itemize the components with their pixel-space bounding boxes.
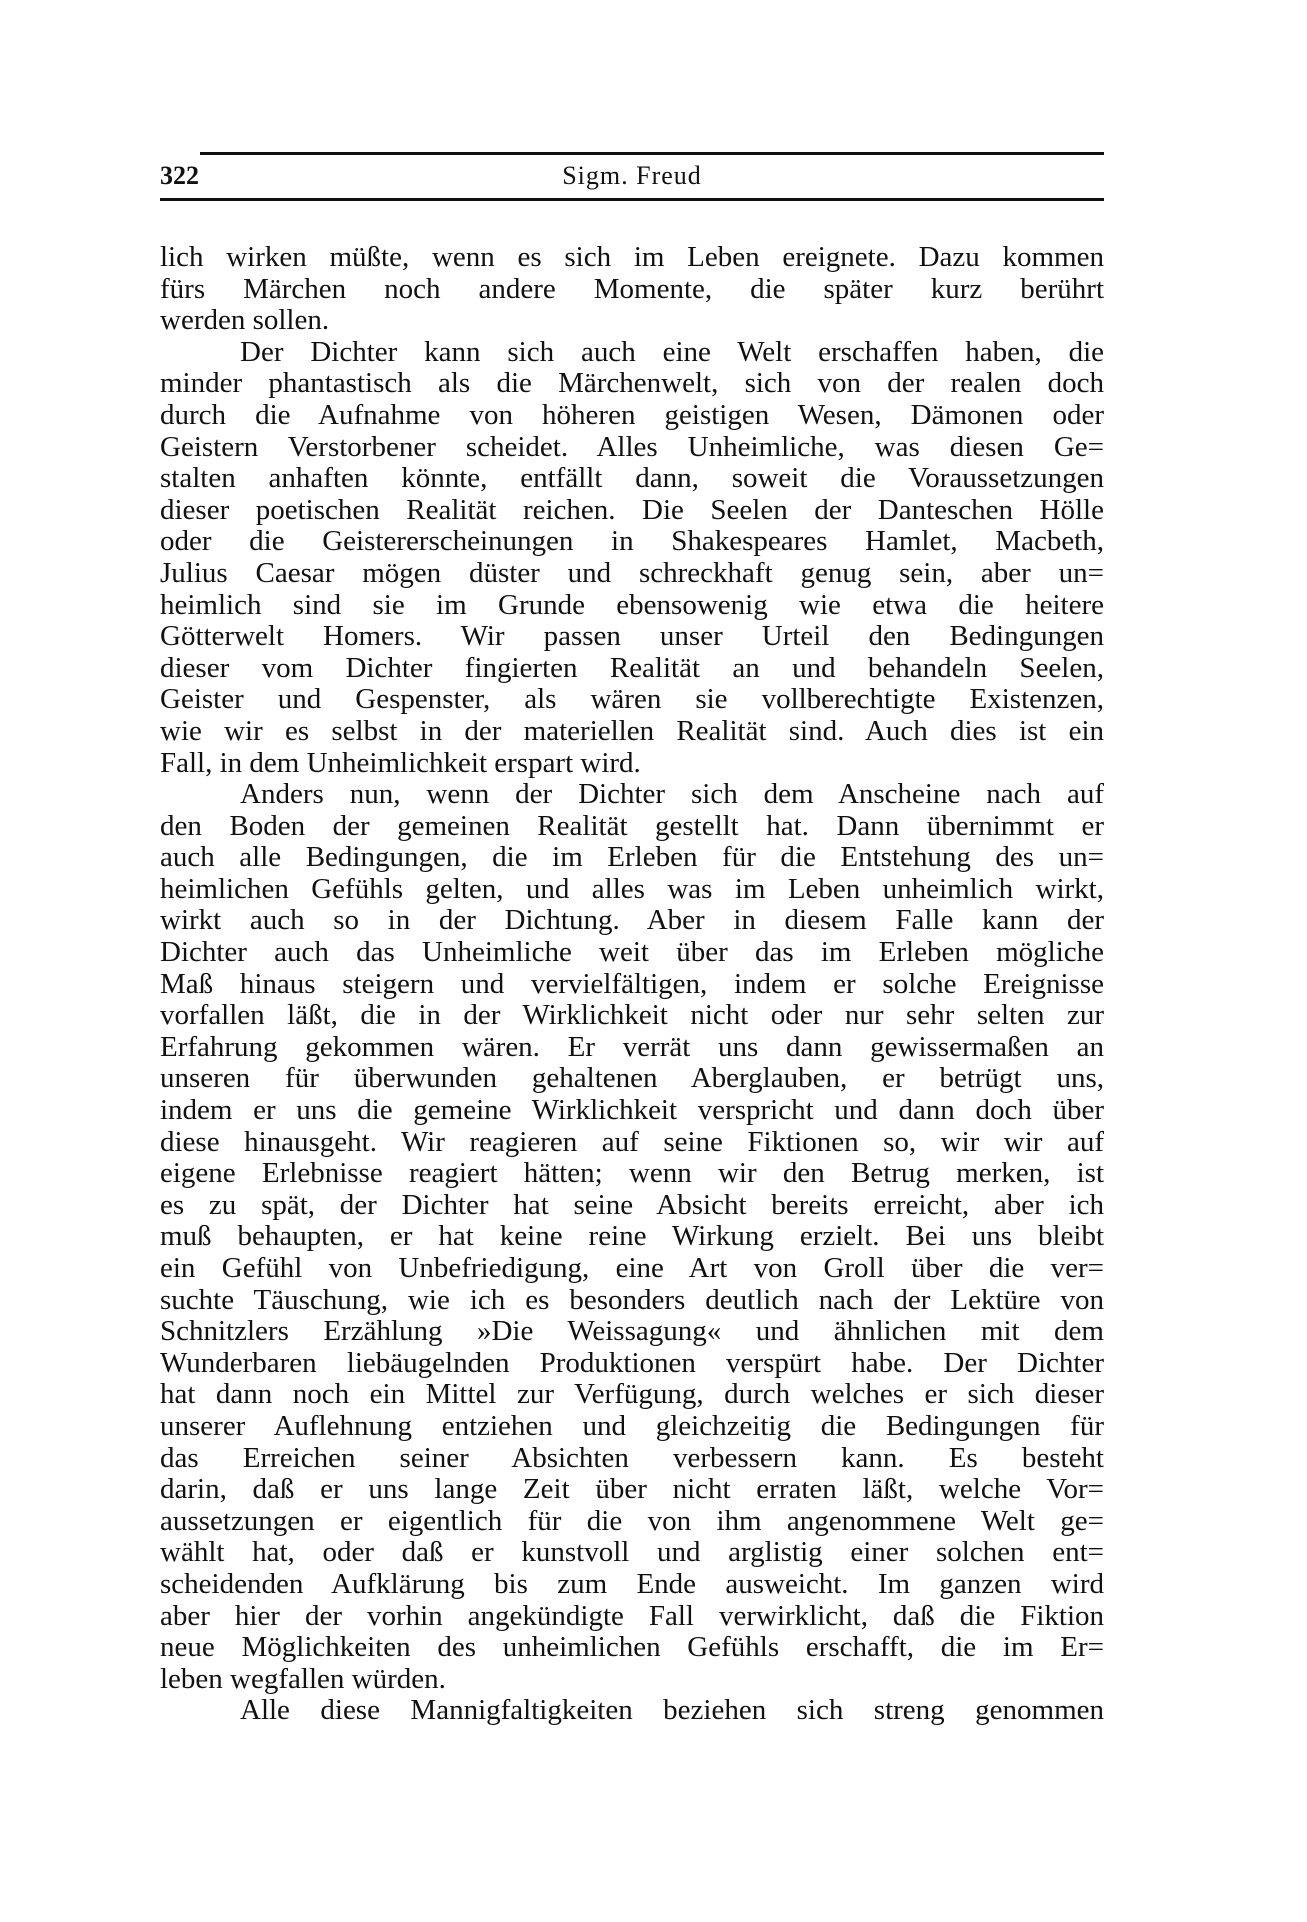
text-line: eigene Erlebnisse reagiert hätten; wenn wir den Betrug merken, ist	[160, 1158, 1104, 1190]
text-line: ein Gefühl von Unbefriedigung, eine Art von Groll über die ver=	[160, 1253, 1104, 1284]
text-line: auch alle Bedingungen, die im Erleben für die Entstehung des un=	[160, 842, 1104, 874]
text-line: stalten anhaften könnte, entfällt dann, soweit die Voraussetzungen	[160, 463, 1104, 495]
text-line: fürs Märchen noch andere Momente, die später kurz berührt	[160, 273, 1104, 305]
text-line: das Erreichen seiner Absichten verbessern kann. Es besteht	[160, 1442, 1104, 1474]
text-line: Geister und Gespenster, als wären sie vollberechtigte Existenzen,	[160, 684, 1104, 716]
text-line: Fall, in dem Unheimlichkeit erspart wird.	[160, 747, 641, 779]
text-line: Der Dichter kann sich auch eine Welt erschaffen haben, die	[240, 336, 1104, 368]
text-line: minder phantastisch als die Märchenwelt, sich von der realen doch	[160, 368, 1104, 400]
body-text	[160, 242, 1104, 1727]
text-line: vorfallen läßt, die in der Wirklichkeit nicht oder nur sehr selten zur	[160, 1000, 1104, 1032]
text-line: scheidenden Aufklärung bis zum Ende ausweicht. Im ganzen wird	[160, 1568, 1104, 1600]
text-line: hat dann noch ein Mittel zur Verfügung, durch welches er sich dieser	[160, 1379, 1104, 1411]
text-line: muß behaupten, er hat keine reine Wirkung erzielt. Bei uns bleibt	[160, 1221, 1104, 1253]
text-line: Wunderbaren liebäugelnden Produktionen verspürt habe. Der Dichter	[160, 1347, 1104, 1379]
text-line: es zu spät, der Dichter hat seine Absicht bereits erreicht, aber ich	[160, 1189, 1104, 1221]
text-line: heimlichen Gefühls gelten, und alles was im Leben unheimlich wirkt,	[160, 873, 1104, 905]
text-line: darin, daß er uns lange Zeit über nicht erraten läßt, welche Vor=	[160, 1474, 1104, 1506]
text-line: Geistern Verstorbener scheidet. Alles Unheimliche, was diesen Ge=	[160, 431, 1104, 463]
text-line: wie wir es selbst in der materiellen Realität sind. Auch dies ist ein	[160, 715, 1104, 747]
text-line: werden sollen.	[160, 305, 330, 337]
text-line: Götterwelt Homers. Wir passen unser Urteil den Bedingungen	[160, 621, 1104, 653]
text-line: Anders nun, wenn der Dichter sich dem Anscheine nach auf	[240, 779, 1104, 811]
text-line: wählt hat, oder daß er kunstvoll und arglistig einer solchen ent=	[160, 1537, 1104, 1569]
text-line: den Boden der gemeinen Realität gestellt hat. Dann übernimmt er	[160, 810, 1104, 842]
running-head: Sigm. Freud	[562, 161, 702, 190]
text-line: suchte Täuschung, wie ich es besonders deutlich nach der Lektüre von	[160, 1284, 1104, 1316]
header-rule-bottom	[160, 198, 1104, 201]
page-header	[160, 152, 1104, 200]
text-line: Julius Caesar mögen düster und schreckhaft genug sein, aber un=	[160, 557, 1104, 589]
text-line: dieser vom Dichter fingierten Realität an und behandeln Seelen,	[160, 652, 1104, 684]
header-rule-top	[200, 152, 1104, 155]
text-line: indem er uns die gemeine Wirklichkeit verspricht und dann doch über	[160, 1095, 1104, 1127]
text-line: wirkt auch so in der Dichtung. Aber in diesem Falle kann der	[160, 905, 1104, 937]
text-line: Alle diese Mannigfaltigkeiten beziehen sich streng genommen	[240, 1695, 1104, 1727]
text-line: unseren für überwunden gehaltenen Aberglauben, er betrügt uns,	[160, 1063, 1104, 1095]
text-line: Maß hinaus steigern und vervielfältigen, indem er solche Ereignisse	[160, 968, 1104, 1000]
text-line: Erfahrung gekommen wären. Er verrät uns dann gewissermaßen an	[160, 1031, 1104, 1063]
text-line: durch die Aufnahme von höheren geistigen Wesen, Dämonen oder	[160, 399, 1104, 431]
text-line: lich wirken müßte, wenn es sich im Leben ereignete. Dazu kommen	[160, 242, 1104, 273]
text-line: neue Möglichkeiten des unheimlichen Gefühls erschafft, die im Er=	[160, 1632, 1104, 1664]
page-number: 322	[160, 161, 199, 190]
text-line: aussetzungen er eigentlich für die von ihm angenommene Welt ge=	[160, 1505, 1104, 1537]
text-line: Schnitzlers Erzählung »Die Weissagung« und ähnlichen mit dem	[160, 1316, 1104, 1348]
text-line: oder die Geistererscheinungen in Shakespeares Hamlet, Macbeth,	[160, 526, 1104, 558]
text-line: Dichter auch das Unheimliche weit über das im Erleben mögliche	[160, 937, 1104, 969]
text-line: aber hier der vorhin angekündigte Fall verwirklicht, daß die Fiktion	[160, 1600, 1104, 1632]
text-line: dieser poetischen Realität reichen. Die Seelen der Danteschen Hölle	[160, 494, 1104, 526]
text-line: unserer Auflehnung entziehen und gleichzeitig die Bedingungen für	[160, 1410, 1104, 1442]
text-line: leben wegfallen würden.	[160, 1663, 446, 1695]
text-line: heimlich sind sie im Grunde ebensowenig wie etwa die heitere	[160, 589, 1104, 621]
text-line: diese hinausgeht. Wir reagieren auf seine Fiktionen so, wir wir auf	[160, 1126, 1104, 1158]
